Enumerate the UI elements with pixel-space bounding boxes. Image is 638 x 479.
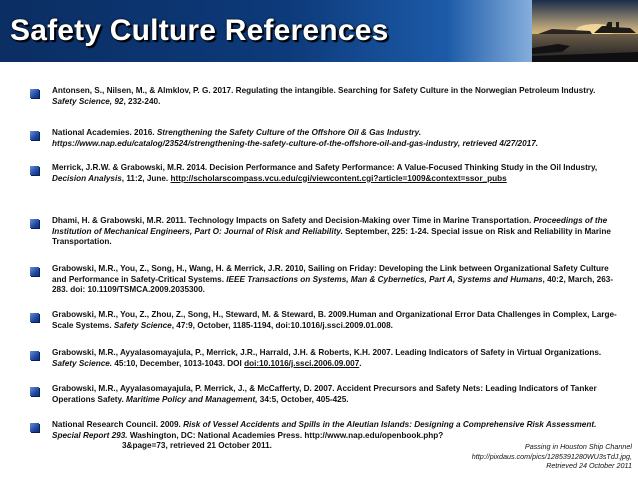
reference-link[interactable]: http://scholarscompass.vcu.edu/cgi/viewcontent.cgi?article=1009&context=ssor_pubs [170, 173, 507, 183]
square-bullet-icon [30, 423, 39, 432]
ship-photo-graphic [532, 0, 638, 62]
reference-text [52, 310, 617, 331]
reference-segment: , 232-240. [123, 96, 161, 106]
reference-segment: 45:10, December, 1013-1043. DOI [112, 358, 245, 368]
reference-segment: Grabowski, M.R., You, Z., Zhou, Z., Song, H., Steward, M. & Steward, B. 2009.Human and Organizational Error Data Challenges in Complex, Large-Scale Systems. [52, 310, 617, 330]
reference-segment: Antonsen, S., Nilsen, M., & Almklov, P. G. 2017. Regulating the intangible. Searching for Safety Culture in the Norwegian Petroleum Industry. [52, 86, 596, 95]
reference-segment: . [359, 358, 362, 368]
square-bullet-icon [30, 89, 39, 98]
reference-text [52, 86, 617, 107]
reference-segment: Washington, DC: National Academies Press. http://www.nap.edu/openbook.php? [127, 430, 444, 440]
reference-segment: Decision Analysis [52, 173, 122, 183]
caption-line-1: Passing in Houston Ship Channel [524, 442, 632, 451]
square-bullet-icon [30, 387, 39, 396]
reference-text [52, 348, 617, 369]
reference-text [52, 384, 617, 405]
reference-segment: Grabowski, M.R., Ayyalasomayajula, P. Merrick, J., & McCafferty, D. 2007. Accident Precursors and Safety Nets: Leading Indicators of Tanker Operations Safety. [52, 384, 597, 404]
square-bullet-icon [30, 131, 39, 140]
square-bullet-icon [30, 267, 39, 276]
image-caption [472, 442, 632, 471]
reference-segment: Risk of Vessel Accidents and Spills in the Aleutian Islands: Designing a Comprehensive Risk Assessment. Special Report 293. [52, 420, 597, 440]
reference-text [52, 264, 617, 296]
reference-link[interactable]: doi:10.1016/j.ssci.2006.09.007 [244, 358, 360, 368]
square-bullet-icon [30, 313, 39, 322]
square-bullet-icon [30, 219, 39, 228]
reference-segment: Maritime Policy and Management, [126, 394, 258, 404]
title-banner [0, 0, 638, 62]
reference-segment: Grabowski, M.R., Ayyalasomayajula, P., Merrick, J.R., Harrald, J.H. & Roberts, K.H. 2007. Leading Indicators of Safety in Virtual Organizations. [52, 348, 602, 357]
ship-photo [532, 0, 638, 62]
slide-title: Safety Culture References [10, 14, 389, 47]
reference-segment: Strengthening the Safety Culture of the Offshore Oil & Gas Industry. https://www.nap.edu/catalog/23524/strengthening-the-safety-culture-of-the-offshore-oil-and-gas-industry, retrieved 4/27/2017. [52, 128, 539, 148]
reference-segment: Proceedings of the Institution of Mechanical Engineers, Part O: Journal of Risk and Reliability. [52, 216, 608, 236]
square-bullet-icon [30, 166, 39, 175]
reference-text [52, 128, 617, 149]
caption-line-2: http://pixdaus.com/pics/1285391280WU3sTdJ.jpg, [471, 451, 632, 461]
reference-segment: Dhami, H. & Grabowski, M.R. 2011. Technology Impacts on Safety and Decision-Making over Time in Marine Transportation. [52, 216, 534, 225]
reference-segment: Merrick, J.R.W. & Grabowski, M.R. 2014. Decision Performance and Safety Performance: A Value-Focused Thinking Study in the Oil Industry, [52, 163, 598, 172]
reference-segment: IEEE Transactions on Systems, Man & Cybernetics, Part A, Systems and Humans [226, 274, 543, 284]
caption-line-3: Retrieved 24 October 2011 [546, 461, 632, 470]
reference-segment: , 11:2, June. [121, 173, 171, 183]
reference-segment: National Research Council. 2009. [52, 420, 184, 429]
reference-segment: Safety Science. [52, 358, 113, 368]
reference-segment: 3&page=73, retrieved 21 October 2011. [122, 441, 272, 451]
reference-segment: Safety Science, 92 [52, 96, 124, 106]
square-bullet-icon [30, 351, 39, 360]
reference-segment: Safety Science [113, 320, 172, 330]
reference-text [52, 163, 617, 184]
reference-segment: , 47:9, October, 1185-1194, doi:10.1016/j.ssci.2009.01.008. [171, 320, 393, 330]
reference-segment: , 40:2, March, 263-283. doi: 10.1109/TSMCA.2009.2035300. [52, 274, 614, 295]
reference-segment: 34:5, October, 405-425. [257, 394, 349, 404]
reference-segment: Grabowski, M.R., You, Z., Song, H., Wang, H. & Merrick, J.R. 2010, Sailing on Friday: Developing the Link between Organizational Safety Culture and Performance in Safety-Critical Systems. [52, 264, 609, 284]
reference-text [52, 216, 617, 248]
reference-segment: National Academies. 2016. [52, 128, 157, 137]
reference-segment: September, 225: 1-24. Special issue on Risk and Reliability in Marine Transportation. [52, 226, 611, 247]
